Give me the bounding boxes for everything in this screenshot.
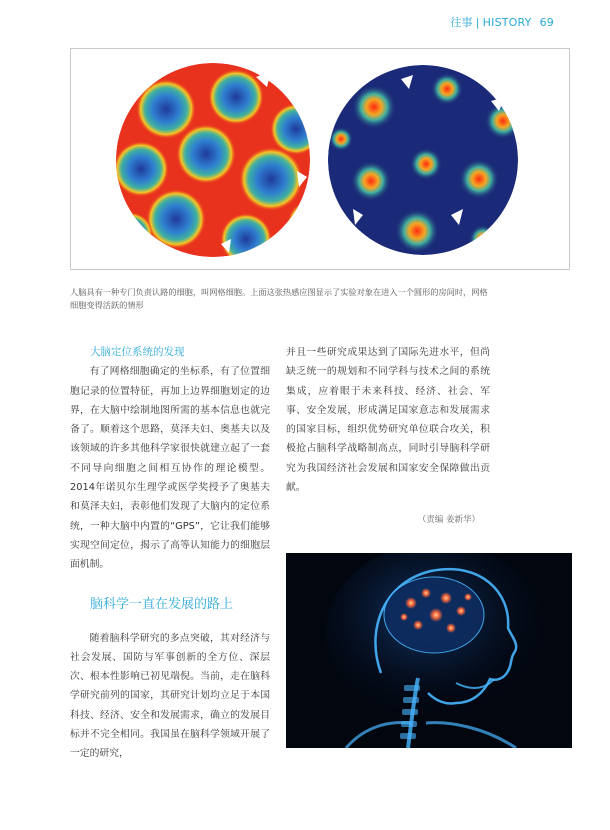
grid-cell-heatmaps (71, 49, 570, 270)
subheading-positioning-system: 大脑定位系统的发现 (90, 346, 185, 358)
subheading-brain-science: 脑科学一直在发展的路上 (90, 596, 234, 612)
paragraph-2: 随着脑科学研究的多点突破，其对经济与社会发展、国防与军事创新的全方位、深层次、根本性影响已初见端倪。当前，走在脑科学研究前列的国家，其研究计划均立足于本国科技、经济、安全和发展需求，确立的发展目标并不完全相同。我国虽在脑科学领域开展了一定的研究， (70, 632, 270, 760)
heatmap-right (328, 65, 521, 255)
page-number: 69 (539, 16, 554, 29)
header-separator: | (475, 16, 480, 29)
heatmap-left (109, 63, 335, 265)
heatmap-figure (70, 48, 570, 270)
paragraph-1: 有了网格细胞确定的坐标系，有了位置细胞记录的位置特征，再加上边界细胞划定的边界，在大脑中绘制地图所需的基本信息也就完备了。顺着这个思路，莫泽夫妇、奥基夫以及该领域的许多其他科学家很快就建立起了一套不同导向细胞之间相互协作的理论模型。2014年诺贝尔生理学或医学奖授予了奥基夫和莫泽夫妇，表彰他们发现了大脑内的定位系统，一种大脑中内置的“GPS”，它让我们能够实现空间定位，揭示了高等认知能力的细胞层面机制。 (70, 366, 270, 571)
paragraph-3: 并且一些研究成果达到了国际先进水平，但尚缺乏统一的规划和不同学科与技术之间的系统集成，应着眼于未来科技、经济、社会、军事、安全发展，形成满足国家意志和发展需求的国家目标，组织优势研究单位联合攻关，积极抢占脑科学战略制高点，同时引导脑科学研究为我国经济社会发展和国家安全保障做出贡献。 (286, 347, 490, 494)
article-column-left (70, 343, 270, 764)
editor-credit: （责编 姜新华） (417, 515, 480, 526)
header-section-en: HISTORY (482, 16, 532, 29)
brain-xray-photo (286, 553, 572, 748)
figure-caption: 人脑具有一种专门负责认路的细胞，叫网格细胞。上面这张热感应图显示了实验对象在进入一个圆形的房间时，网格细胞变得活跃的情形 (70, 287, 488, 310)
article-column-right (286, 343, 490, 531)
header-section: 往事 (450, 16, 473, 29)
running-header (450, 14, 554, 30)
brain-skeleton-illustration (286, 553, 572, 748)
